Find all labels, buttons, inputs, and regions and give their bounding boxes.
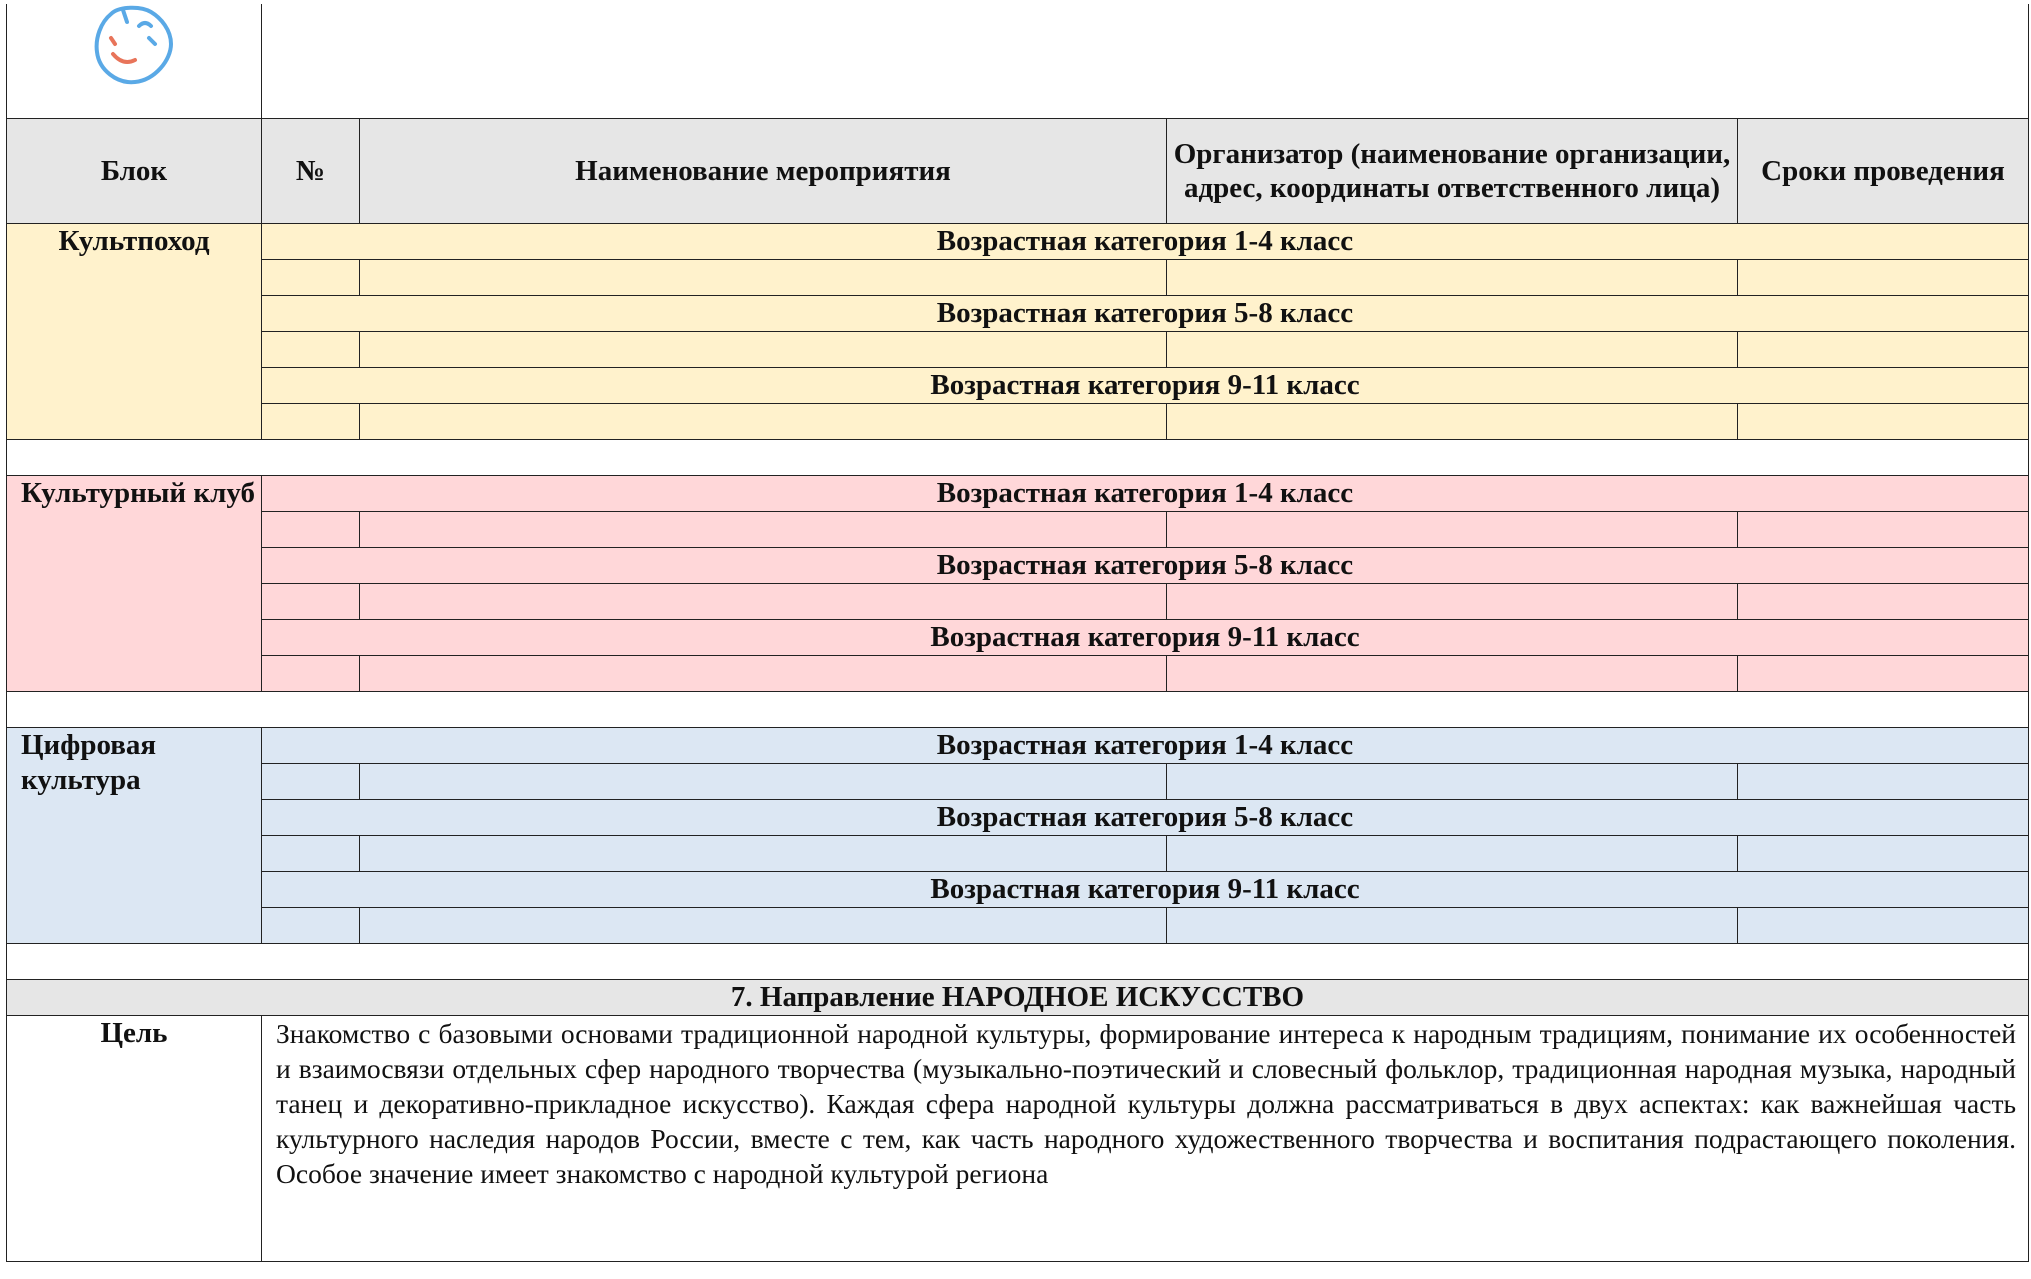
goal-label: Цель [7,1016,262,1262]
category-label: Возрастная категория 9-11 класс [262,872,2029,908]
cell-number[interactable] [262,584,360,620]
spacer-row [7,440,2029,476]
table-row [7,908,2029,944]
cell-event-name[interactable] [360,656,1167,692]
cell-organizer[interactable] [1167,512,1738,548]
block-label-kultpokhod: Культпоход [7,224,262,440]
header-dates: Сроки проведения [1738,119,2029,224]
category-label: Возрастная категория 9-11 класс [262,368,2029,404]
section-title: 7. Направление НАРОДНОЕ ИСКУССТВО [7,980,2029,1016]
category-label: Возрастная категория 1-4 класс [262,476,2029,512]
cell-dates[interactable] [1738,512,2029,548]
table-row [7,584,2029,620]
cell-event-name[interactable] [360,908,1167,944]
cell-organizer[interactable] [1167,656,1738,692]
cell-event-name[interactable] [360,764,1167,800]
spacer-cell [7,944,2029,980]
category-label: Возрастная категория 1-4 класс [262,728,2029,764]
header-number: № [262,119,360,224]
cell-dates[interactable] [1738,908,2029,944]
category-row [7,872,2029,908]
table-row [7,332,2029,368]
cell-event-name[interactable] [360,260,1167,296]
events-table [6,4,2029,1262]
cell-event-name[interactable] [360,404,1167,440]
spacer-row [7,944,2029,980]
spacer-cell [7,440,2029,476]
category-row [7,620,2029,656]
cell-event-name[interactable] [360,836,1167,872]
cell-organizer[interactable] [1167,260,1738,296]
cell-number[interactable] [262,764,360,800]
cell-organizer[interactable] [1167,332,1738,368]
cell-dates[interactable] [1738,764,2029,800]
table-header-row [7,119,2029,224]
category-label: Возрастная категория 1-4 класс [262,224,2029,260]
cell-organizer[interactable] [1167,584,1738,620]
table-row [7,512,2029,548]
category-row [7,296,2029,332]
table-row [7,656,2029,692]
logo-cell [7,4,262,119]
cell-organizer[interactable] [1167,764,1738,800]
cell-event-name[interactable] [360,332,1167,368]
category-row [7,476,2029,512]
goal-text: Знакомство с базовыми основами традиционной народной культуры, формирование интереса к народным традициям, понимание их особенностей и взаимосвязи отдельных сфер народного творчества (музыкально-поэтический и словесный фольклор, традиционная народная музыка, народный танец и декоративно-прикладное искусство). Каждая сфера народной культуры должна рассматриваться в двух аспектах: как важнейшая часть культурного наследия народов России, вместе с тем, как часть народного художественного творчества и воспитания подрастающего поколения. Особое значение имеет знакомство с народной культурой региона [262,1016,2029,1262]
cell-dates[interactable] [1738,404,2029,440]
cell-event-name[interactable] [360,584,1167,620]
cell-organizer[interactable] [1167,404,1738,440]
cell-number[interactable] [262,404,360,440]
table-row [7,260,2029,296]
category-row [7,548,2029,584]
cell-dates[interactable] [1738,260,2029,296]
category-label: Возрастная категория 5-8 класс [262,296,2029,332]
table-row [7,836,2029,872]
cell-number[interactable] [262,908,360,944]
cell-organizer[interactable] [1167,908,1738,944]
cell-dates[interactable] [1738,836,2029,872]
header-block: Блок [7,119,262,224]
cell-number[interactable] [262,260,360,296]
cell-number[interactable] [262,656,360,692]
table-row [7,764,2029,800]
section-title-row [7,980,2029,1016]
spacer-row [7,692,2029,728]
cell-number[interactable] [262,512,360,548]
cell-number[interactable] [262,836,360,872]
category-row [7,224,2029,260]
category-label: Возрастная категория 5-8 класс [262,800,2029,836]
theatre-mask-icon [89,4,179,86]
category-row [7,800,2029,836]
category-row [7,728,2029,764]
spacer-cell [7,692,2029,728]
table-row [7,404,2029,440]
goal-row [7,1016,2029,1262]
category-row [7,368,2029,404]
header-event-name: Наименование мероприятия [360,119,1167,224]
block-label-digital-culture: Цифровая культура [7,728,262,944]
document-page [6,4,2028,1262]
cell-dates[interactable] [1738,584,2029,620]
cell-organizer[interactable] [1167,836,1738,872]
category-label: Возрастная категория 9-11 класс [262,620,2029,656]
block-label-cultural-club: Культурный клуб [7,476,262,692]
logo-row [7,4,2029,119]
header-organizer: Организатор (наименование организации, адрес, координаты ответственного лица) [1167,119,1738,224]
cell-event-name[interactable] [360,512,1167,548]
cell-dates[interactable] [1738,656,2029,692]
cell-dates[interactable] [1738,332,2029,368]
cell-number[interactable] [262,332,360,368]
logo-blank-cell [262,4,2029,119]
category-label: Возрастная категория 5-8 класс [262,548,2029,584]
